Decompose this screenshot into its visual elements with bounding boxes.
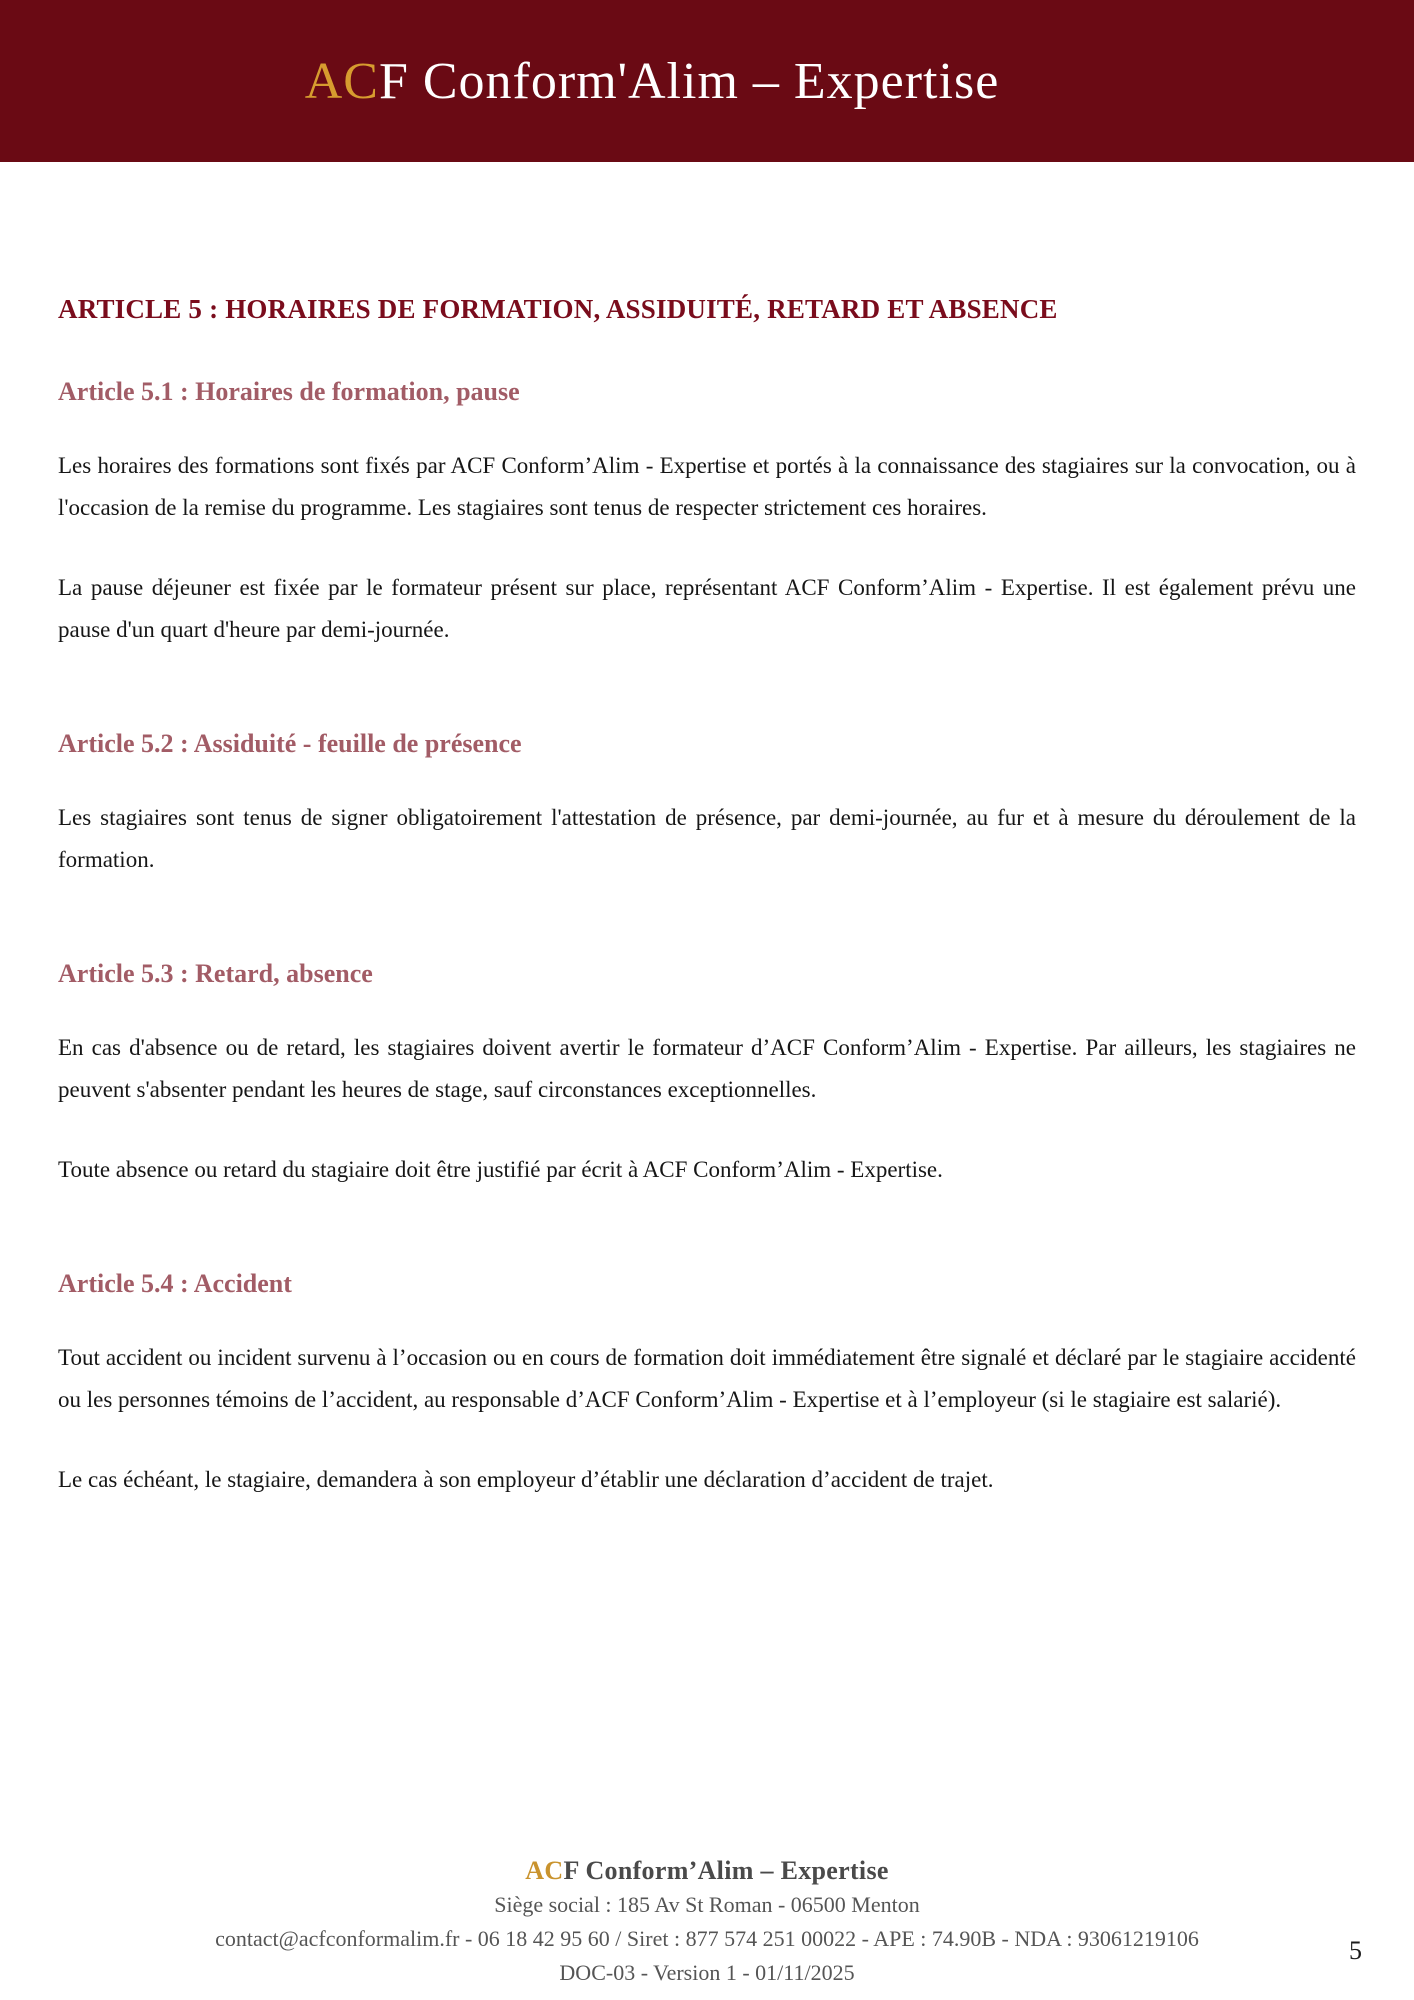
paragraph: Les horaires des formations sont fixés par ACF Conform’Alim - Expertise et portés à la connaissance des stagiaires sur la convocation, ou à l'occasion de la remise du programme. Les stagiaires sont tenus de respecter strictement ces horaires. <box>58 453 1356 520</box>
section-heading-5-2: Article 5.2 : Assiduité - feuille de présence <box>58 729 522 758</box>
paragraph: Les stagiaires sont tenus de signer obligatoirement l'attestation de présence, par demi-journée, au fur et à mesure du déroulement de la formation. <box>58 805 1356 872</box>
footer-brand <box>0 1856 1414 1886</box>
footer-brand-prefix: AC <box>525 1856 564 1885</box>
page-footer <box>0 1856 1414 1988</box>
header-brand-rest: F Conform'Alim – Expertise <box>378 52 1000 110</box>
page-header <box>0 0 1414 162</box>
paragraph: Tout accident ou incident survenu à l’occasion ou en cours de formation doit immédiatement être signalé et déclaré par le stagiaire accidenté ou les personnes témoins de l’accident, au responsable d’ACF Conform’Alim - Expertise et à l’employeur (si le stagiaire est salarié). <box>58 1345 1356 1412</box>
footer-contact: contact@acfconformalim.fr - 06 18 42 95 60 / Siret : 877 574 251 00022 - APE : 74.90B - NDA : 93061219106 <box>215 1926 1199 1951</box>
section-article-5-2 <box>58 729 1356 881</box>
section-heading-5-4: Article 5.4 : Accident <box>58 1269 292 1298</box>
header-brand-prefix: AC <box>304 52 379 110</box>
header-brand-title <box>305 52 1000 111</box>
section-heading-5-1: Article 5.1 : Horaires de formation, pause <box>58 377 520 406</box>
document-body <box>0 294 1414 1501</box>
footer-address: Siège social : 185 Av St Roman - 06500 Menton <box>494 1892 920 1917</box>
footer-doc-version: DOC-03 - Version 1 - 01/11/2025 <box>559 1960 855 1985</box>
paragraph: La pause déjeuner est fixée par le formateur présent sur place, représentant ACF Conform’Alim - Expertise. Il est également prévu une pause d'un quart d'heure par demi-journée. <box>58 575 1356 642</box>
paragraph: Toute absence ou retard du stagiaire doit être justifié par écrit à ACF Conform’Alim - Expertise. <box>58 1157 943 1182</box>
article-title: ARTICLE 5 : HORAIRES DE FORMATION, ASSIDUITÉ, RETARD ET ABSENCE <box>58 294 1058 324</box>
page-number: 5 <box>1349 1936 1362 1965</box>
section-article-5-4 <box>58 1269 1356 1501</box>
footer-brand-rest: F Conform’Alim – Expertise <box>563 1856 889 1885</box>
paragraph: En cas d'absence ou de retard, les stagiaires doivent avertir le formateur d’ACF Conform’Alim - Expertise. Par ailleurs, les stagiaires ne peuvent s'absenter pendant les heures de stage, sauf circonstances exceptionnelles. <box>58 1035 1356 1102</box>
section-article-5-1 <box>58 377 1356 651</box>
section-article-5-3 <box>58 959 1356 1191</box>
section-heading-5-3: Article 5.3 : Retard, absence <box>58 959 373 988</box>
paragraph: Le cas échéant, le stagiaire, demandera à son employeur d’établir une déclaration d’accident de trajet. <box>58 1467 994 1492</box>
